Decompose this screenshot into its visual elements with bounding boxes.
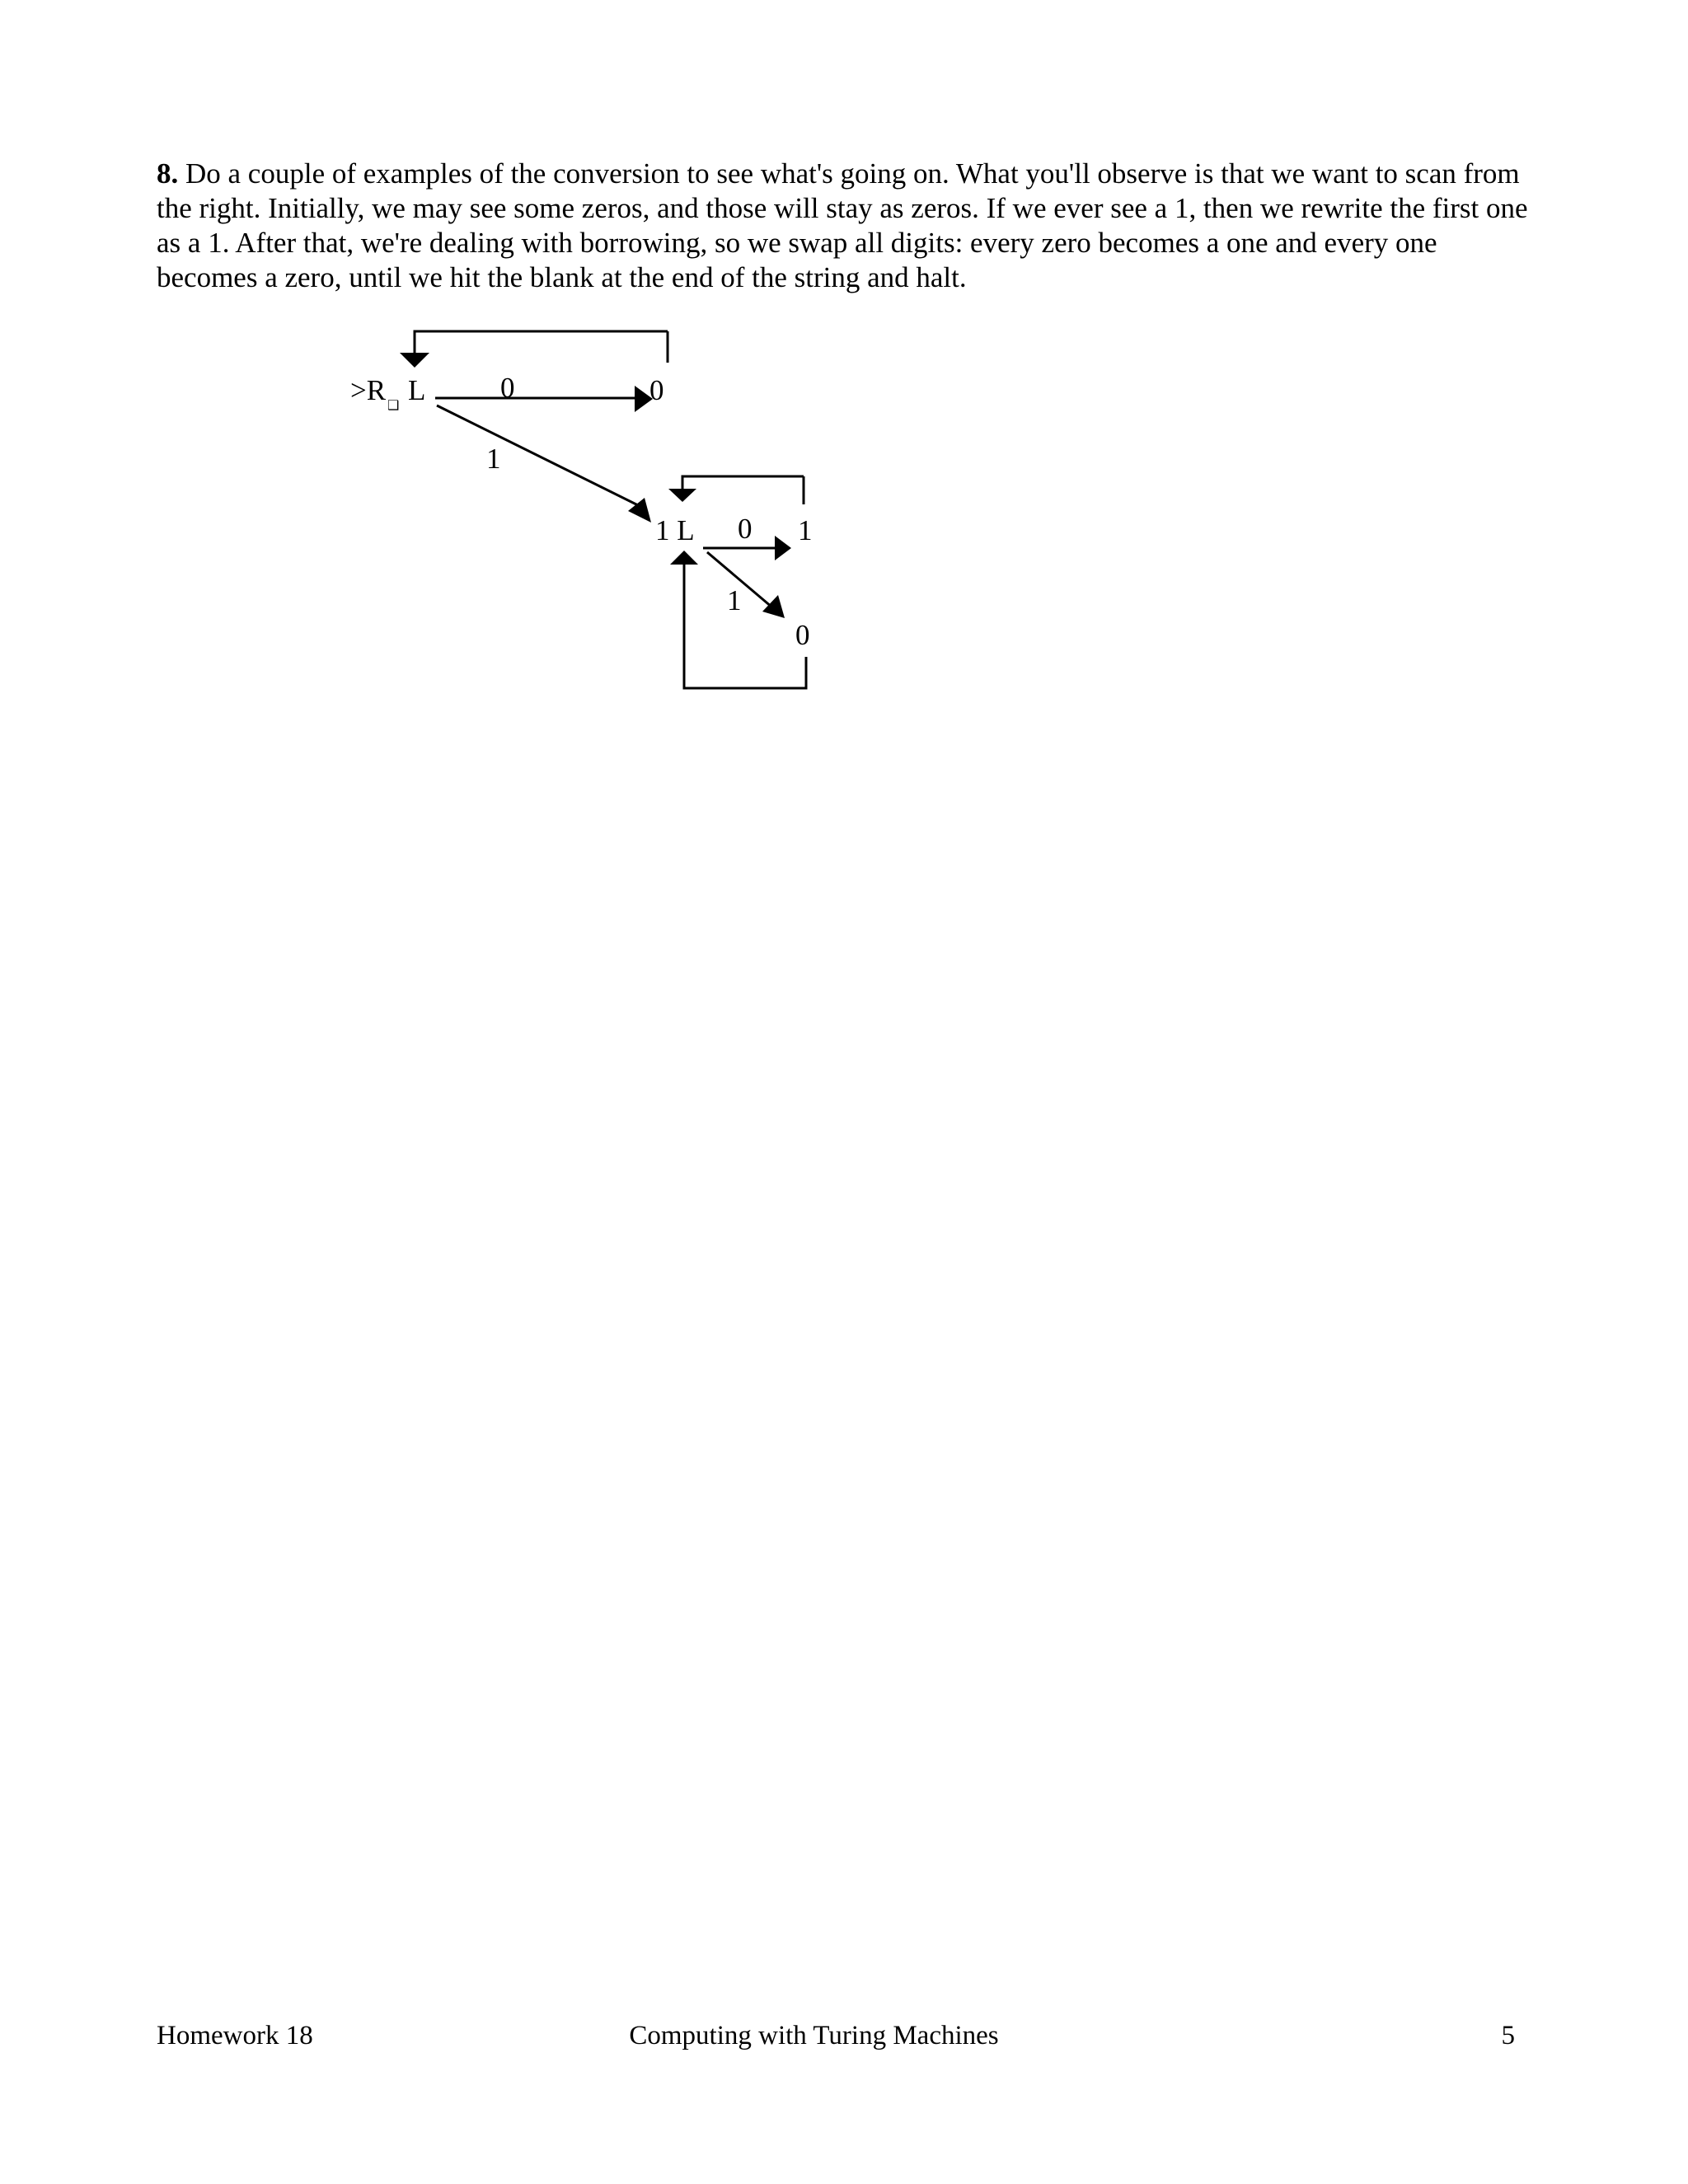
footer-homework-label: Homework 18 [157,2021,313,2050]
footer-page-number: 5 [1501,2021,1515,2050]
inner-edge-0-label: 0 [738,513,753,545]
inner-top-loop-line [682,476,804,504]
edge-1-label: 1 [486,443,501,475]
write-0-label: 0 [649,374,664,406]
inner-write-1-label: 1 [798,514,813,546]
problem-text: Do a couple of examples of the conversion to see what's going on. What you'll observe is that we want to scan from the right. Initially, we may see some zeros, and those will stay as zeros. If we ever see a 1, then we rewrite the first one as a 1. After that, we're dealing with borrowing, so we swap all digits: every zero becomes a one and every one becomes a zero, until we hit the blank at the end of the string and halt. [157,157,1528,293]
turing-machine-diagram [0,0,1688,742]
write-1-machine-label: 1 L [655,514,695,546]
inner-bottom-loop-arrowhead [670,551,698,565]
start-machine-label: >R [350,374,387,406]
outer-loop-arrowhead [400,353,429,368]
left-machine-label: L [408,374,426,406]
inner-edge-1-label: 1 [727,584,742,616]
edge-1-line [437,405,641,507]
outer-loop-line [415,331,668,363]
inner-top-loop-arrowhead [668,489,696,502]
footer-course-title: Computing with Turing Machines [629,2021,999,2050]
inner-write-0-label: 0 [795,619,810,651]
inner-edge-0-arrowhead [775,536,791,560]
problem-number: 8. [157,157,179,190]
inner-edge-1-arrowhead [762,595,785,618]
blank-symbol: ❑ [387,399,400,413]
edge-0-label: 0 [500,372,515,404]
